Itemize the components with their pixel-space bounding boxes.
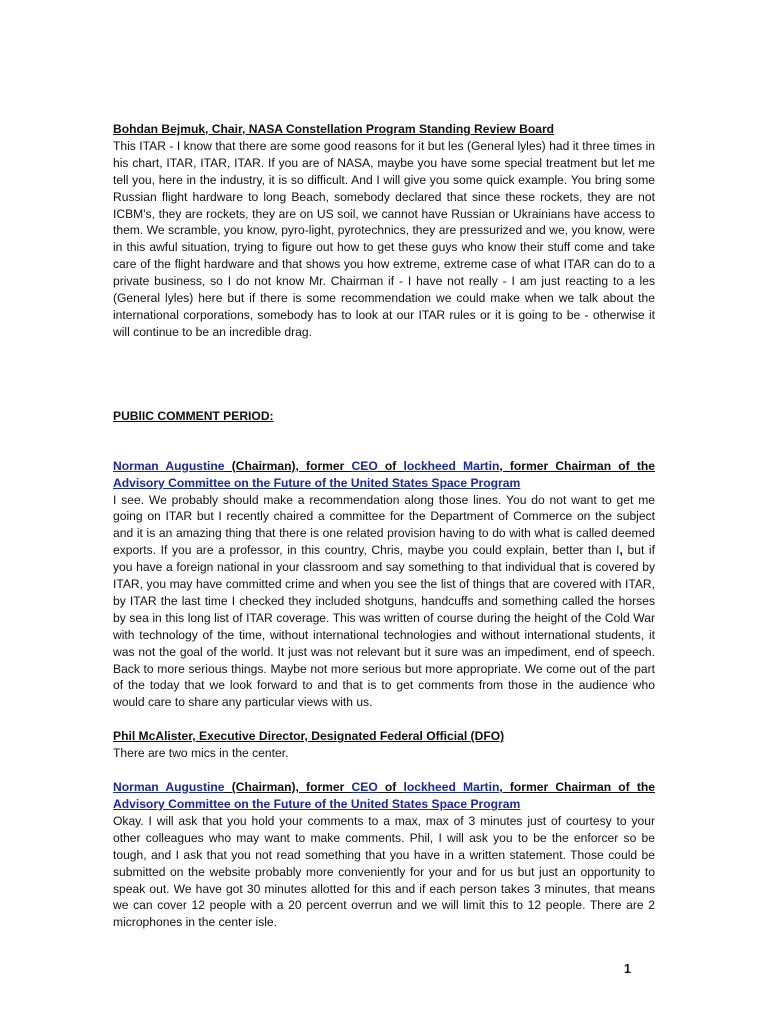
advisory-committee-link[interactable]: Advisory Committee on the Future of the United States Space Program: [113, 797, 521, 811]
augustine-name-link[interactable]: Norman Augustine: [113, 458, 225, 473]
augustine-statement-2: Okay. I will ask that you hold your comments to a max, max of 3 minutes just of courtesy to your other colleagues who may want to make comments. Phil, I will ask you to be the enforcer so be tough, and I ask that you not read something that you have in a written statement. Those could be submitted on the website probably more conveniently for your and for us but just an opportunity to speak out. We have got 30 minutes allotted for this and if each person takes 3 minutes, that means we can cover 12 people with a 20 percent overrun and we will limit this to 12 people. There are 2 microphones in the center isle.: [113, 813, 655, 930]
ceo-link[interactable]: CEO: [351, 780, 378, 795]
augustine-statement-1-part-b: but if you have a foreign national in your classroom and say something to that individual that is covered by ITAR, you may have committed crime and when you see the list of things that are covered with ITAR, by ITAR the last time I checked they included shotguns, handcuffs and something called the horses by sea in this long list of ITAR coverage. This was written of course during the height of the Cold War with technology of the time, without international technologies and without international students, it was not the goal of the world. It just was not relevant but it sure was an impediment, end of speech. Back to more serious things. Maybe not more serious but more appropriate. We come out of the part of the today that we look forward to and that is to get comments from those in the audience who would care to share any particular views with us.: [113, 543, 655, 710]
lockheed-martin-link[interactable]: lockheed Martin: [403, 458, 500, 473]
spacer: [113, 341, 655, 408]
speaker-heading-augustine-2: [113, 779, 655, 813]
bejmuk-statement: This ITAR - I know that there are some good reasons for it but les (General lyles) had it three times in his chart, ITAR, ITAR, ITAR. If you are of NASA, maybe you have some special treatment but let me tell you, here in the industry, it is so difficult. And I will give you some quick example. You bring some Russian flight hardware to long Beach, somebody declared that since these rockets, they are not ICBM's, they are rockets, they are on US soil, we cannot have Russian or Ukrainians have access to them. We scramble, you know, pyro-light, pyrotechnics, they are pressurized and we, you know, were in this awful situation, trying to figure out how to get these guys who know their stuff come and take care of the flight hardware and that shows you how extreme, extreme case of what ITAR can do to a private business, so I do not know Mr. Chairman if - I have not really - I am just reacting to a les (General lyles) here but if there is some recommendation we could make when we talk about the international corporations, somebody has to look at our ITAR rules or it is going to be - otherwise it will continue to be an incredible drag.: [113, 138, 655, 339]
speaker-heading-bejmuk: Bohdan Bejmuk, Chair, NASA Constellation Program Standing Review Board: [113, 122, 555, 136]
speaker-heading-mcalister: Phil McAlister, Executive Director, Designated Federal Official (DFO): [113, 729, 505, 744]
spacer: [113, 762, 655, 779]
ceo-link[interactable]: CEO: [351, 458, 378, 473]
augustine-name-link[interactable]: Norman Augustine: [113, 780, 225, 795]
augustine-role-a: (Chairman), former: [224, 780, 352, 795]
mcalister-statement: There are two mics in the center.: [113, 746, 289, 761]
augustine-of: of: [377, 458, 404, 473]
augustine-statement-1-bold-comma: ,: [619, 543, 623, 558]
augustine-role-b: , former Chairman of the: [499, 780, 655, 795]
spacer: [113, 425, 655, 458]
lockheed-martin-link[interactable]: lockheed Martin: [403, 780, 500, 795]
public-comment-title: PUBlIC COMMENT PERIOD:: [113, 408, 274, 423]
spacer: [113, 711, 655, 728]
augustine-of: of: [377, 780, 404, 795]
advisory-committee-link[interactable]: Advisory Committee on the Future of the United States Space Program: [113, 475, 521, 490]
augustine-statement-1-part-a: I see. We probably should make a recommendation along those lines. You do not want to get me going on ITAR but I recently chaired a committee for the Department of Commerce on the subject and it is an amazing thing that there is one related provision having to do with what is called deemed exports. If you are a professor, in this country, Chris, maybe you could explain, better than I: [113, 492, 655, 558]
augustine-role-a: (Chairman), former: [224, 458, 352, 473]
speaker-heading-augustine-1: [113, 458, 655, 492]
transcript-page: [113, 121, 655, 931]
augustine-role-b: , former Chairman of the: [499, 458, 655, 473]
augustine-statement-1: [113, 492, 655, 712]
page-number: 1: [624, 962, 631, 976]
